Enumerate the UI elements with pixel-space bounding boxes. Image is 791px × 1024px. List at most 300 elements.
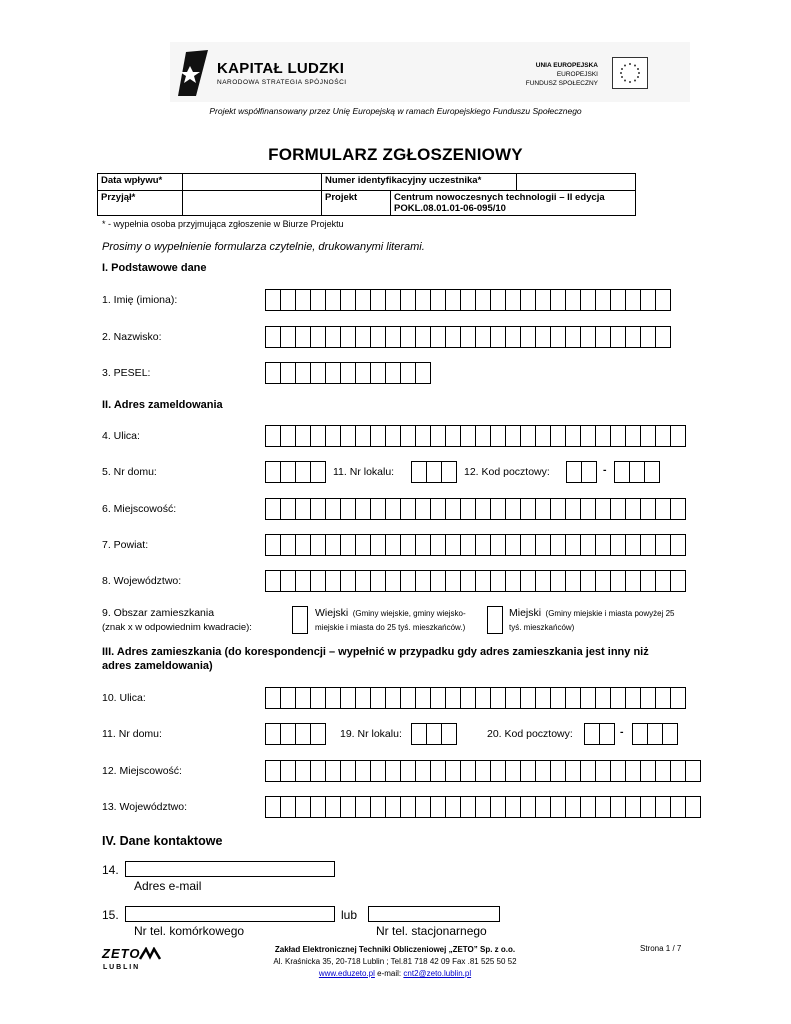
char-cell[interactable]	[641, 570, 656, 592]
char-cell[interactable]	[446, 796, 461, 818]
char-cell[interactable]	[431, 289, 446, 311]
char-cell[interactable]	[551, 289, 566, 311]
char-cell[interactable]	[386, 760, 401, 782]
powiat-input[interactable]	[265, 534, 686, 556]
char-cell[interactable]	[656, 326, 671, 348]
char-cell[interactable]	[431, 760, 446, 782]
char-cell[interactable]	[476, 570, 491, 592]
char-cell[interactable]	[626, 289, 641, 311]
char-cell[interactable]	[506, 687, 521, 709]
char-cell[interactable]	[686, 796, 701, 818]
char-cell[interactable]	[536, 570, 551, 592]
char-cell[interactable]	[341, 289, 356, 311]
char-cell[interactable]	[311, 687, 326, 709]
char-cell[interactable]	[326, 498, 341, 520]
char-cell[interactable]	[521, 498, 536, 520]
char-cell[interactable]	[461, 760, 476, 782]
footer-www-link[interactable]: www.eduzeto.pl	[318, 969, 375, 978]
char-cell[interactable]	[476, 425, 491, 447]
char-cell[interactable]	[266, 760, 281, 782]
char-cell[interactable]	[648, 723, 663, 745]
char-cell[interactable]	[401, 498, 416, 520]
char-cell[interactable]	[386, 425, 401, 447]
char-cell[interactable]	[581, 498, 596, 520]
char-cell[interactable]	[386, 289, 401, 311]
char-cell[interactable]	[326, 796, 341, 818]
char-cell[interactable]	[326, 289, 341, 311]
char-cell[interactable]	[427, 461, 442, 483]
char-cell[interactable]	[266, 723, 281, 745]
char-cell[interactable]	[386, 498, 401, 520]
numer-field[interactable]	[517, 174, 636, 191]
char-cell[interactable]	[476, 326, 491, 348]
char-cell[interactable]	[427, 723, 442, 745]
char-cell[interactable]	[296, 425, 311, 447]
char-cell[interactable]	[281, 570, 296, 592]
char-cell[interactable]	[266, 326, 281, 348]
char-cell[interactable]	[311, 461, 326, 483]
char-cell[interactable]	[356, 687, 371, 709]
char-cell[interactable]	[266, 796, 281, 818]
char-cell[interactable]	[641, 796, 656, 818]
char-cell[interactable]	[626, 570, 641, 592]
char-cell[interactable]	[416, 425, 431, 447]
char-cell[interactable]	[296, 760, 311, 782]
char-cell[interactable]	[611, 534, 626, 556]
char-cell[interactable]	[581, 570, 596, 592]
char-cell[interactable]	[371, 760, 386, 782]
char-cell[interactable]	[491, 289, 506, 311]
wiejski-checkbox[interactable]	[292, 606, 308, 634]
char-cell[interactable]	[536, 498, 551, 520]
miejscowosc2-input[interactable]	[265, 760, 701, 782]
char-cell[interactable]	[311, 498, 326, 520]
kod2-input-part1[interactable]	[584, 723, 615, 745]
char-cell[interactable]	[356, 425, 371, 447]
char-cell[interactable]	[551, 498, 566, 520]
char-cell[interactable]	[356, 570, 371, 592]
char-cell[interactable]	[585, 723, 600, 745]
char-cell[interactable]	[641, 760, 656, 782]
char-cell[interactable]	[671, 570, 686, 592]
char-cell[interactable]	[341, 498, 356, 520]
ulica-input[interactable]	[265, 425, 686, 447]
wojewodztwo2-input[interactable]	[265, 796, 701, 818]
char-cell[interactable]	[371, 425, 386, 447]
char-cell[interactable]	[626, 326, 641, 348]
char-cell[interactable]	[266, 425, 281, 447]
char-cell[interactable]	[461, 289, 476, 311]
char-cell[interactable]	[311, 289, 326, 311]
char-cell[interactable]	[356, 362, 371, 384]
char-cell[interactable]	[506, 796, 521, 818]
char-cell[interactable]	[671, 425, 686, 447]
char-cell[interactable]	[491, 760, 506, 782]
char-cell[interactable]	[431, 326, 446, 348]
nr-lokalu2-input[interactable]	[411, 723, 457, 745]
char-cell[interactable]	[611, 498, 626, 520]
char-cell[interactable]	[326, 570, 341, 592]
char-cell[interactable]	[611, 687, 626, 709]
char-cell[interactable]	[311, 326, 326, 348]
char-cell[interactable]	[491, 534, 506, 556]
char-cell[interactable]	[266, 498, 281, 520]
char-cell[interactable]	[476, 289, 491, 311]
mobile-phone-input[interactable]	[125, 906, 335, 922]
char-cell[interactable]	[581, 796, 596, 818]
char-cell[interactable]	[356, 326, 371, 348]
char-cell[interactable]	[491, 326, 506, 348]
char-cell[interactable]	[581, 760, 596, 782]
char-cell[interactable]	[476, 498, 491, 520]
char-cell[interactable]	[521, 425, 536, 447]
char-cell[interactable]	[626, 760, 641, 782]
char-cell[interactable]	[633, 723, 648, 745]
char-cell[interactable]	[266, 687, 281, 709]
kod-input-part2[interactable]	[614, 461, 660, 483]
char-cell[interactable]	[401, 760, 416, 782]
char-cell[interactable]	[596, 425, 611, 447]
char-cell[interactable]	[536, 796, 551, 818]
char-cell[interactable]	[521, 289, 536, 311]
char-cell[interactable]	[446, 498, 461, 520]
char-cell[interactable]	[431, 796, 446, 818]
char-cell[interactable]	[476, 687, 491, 709]
wojewodztwo-input[interactable]	[265, 570, 686, 592]
char-cell[interactable]	[326, 425, 341, 447]
char-cell[interactable]	[596, 534, 611, 556]
char-cell[interactable]	[626, 534, 641, 556]
char-cell[interactable]	[416, 289, 431, 311]
char-cell[interactable]	[281, 461, 296, 483]
char-cell[interactable]	[356, 760, 371, 782]
char-cell[interactable]	[371, 289, 386, 311]
char-cell[interactable]	[671, 760, 686, 782]
char-cell[interactable]	[626, 687, 641, 709]
char-cell[interactable]	[281, 289, 296, 311]
char-cell[interactable]	[281, 723, 296, 745]
char-cell[interactable]	[401, 326, 416, 348]
char-cell[interactable]	[671, 796, 686, 818]
char-cell[interactable]	[461, 570, 476, 592]
char-cell[interactable]	[656, 796, 671, 818]
char-cell[interactable]	[416, 326, 431, 348]
char-cell[interactable]	[536, 425, 551, 447]
char-cell[interactable]	[566, 570, 581, 592]
char-cell[interactable]	[412, 723, 427, 745]
char-cell[interactable]	[386, 534, 401, 556]
char-cell[interactable]	[401, 687, 416, 709]
char-cell[interactable]	[371, 362, 386, 384]
char-cell[interactable]	[386, 796, 401, 818]
kod-input-part1[interactable]	[566, 461, 597, 483]
char-cell[interactable]	[281, 326, 296, 348]
char-cell[interactable]	[566, 796, 581, 818]
char-cell[interactable]	[671, 687, 686, 709]
char-cell[interactable]	[521, 796, 536, 818]
char-cell[interactable]	[431, 534, 446, 556]
char-cell[interactable]	[461, 498, 476, 520]
char-cell[interactable]	[551, 534, 566, 556]
char-cell[interactable]	[446, 687, 461, 709]
char-cell[interactable]	[551, 425, 566, 447]
char-cell[interactable]	[311, 362, 326, 384]
email-input[interactable]	[125, 861, 335, 877]
char-cell[interactable]	[442, 461, 457, 483]
char-cell[interactable]	[416, 498, 431, 520]
char-cell[interactable]	[551, 570, 566, 592]
char-cell[interactable]	[656, 760, 671, 782]
char-cell[interactable]	[461, 687, 476, 709]
char-cell[interactable]	[491, 796, 506, 818]
char-cell[interactable]	[371, 498, 386, 520]
char-cell[interactable]	[281, 687, 296, 709]
char-cell[interactable]	[566, 687, 581, 709]
char-cell[interactable]	[596, 760, 611, 782]
char-cell[interactable]	[663, 723, 678, 745]
char-cell[interactable]	[311, 570, 326, 592]
char-cell[interactable]	[296, 326, 311, 348]
char-cell[interactable]	[645, 461, 660, 483]
nr-domu2-input[interactable]	[265, 723, 326, 745]
nr-domu-input[interactable]	[265, 461, 326, 483]
footer-email-link[interactable]: cnt2@zeto.lublin.pl	[403, 969, 472, 978]
char-cell[interactable]	[506, 425, 521, 447]
char-cell[interactable]	[521, 326, 536, 348]
char-cell[interactable]	[416, 796, 431, 818]
char-cell[interactable]	[281, 498, 296, 520]
char-cell[interactable]	[446, 570, 461, 592]
char-cell[interactable]	[491, 425, 506, 447]
char-cell[interactable]	[686, 760, 701, 782]
char-cell[interactable]	[596, 289, 611, 311]
char-cell[interactable]	[536, 326, 551, 348]
char-cell[interactable]	[626, 498, 641, 520]
char-cell[interactable]	[341, 326, 356, 348]
char-cell[interactable]	[311, 425, 326, 447]
char-cell[interactable]	[296, 796, 311, 818]
char-cell[interactable]	[311, 760, 326, 782]
char-cell[interactable]	[296, 723, 311, 745]
char-cell[interactable]	[311, 796, 326, 818]
char-cell[interactable]	[596, 570, 611, 592]
char-cell[interactable]	[461, 796, 476, 818]
char-cell[interactable]	[326, 362, 341, 384]
char-cell[interactable]	[656, 498, 671, 520]
char-cell[interactable]	[491, 687, 506, 709]
char-cell[interactable]	[356, 289, 371, 311]
char-cell[interactable]	[356, 796, 371, 818]
char-cell[interactable]	[596, 326, 611, 348]
char-cell[interactable]	[536, 687, 551, 709]
char-cell[interactable]	[461, 534, 476, 556]
char-cell[interactable]	[656, 425, 671, 447]
char-cell[interactable]	[416, 687, 431, 709]
char-cell[interactable]	[506, 289, 521, 311]
char-cell[interactable]	[581, 289, 596, 311]
char-cell[interactable]	[341, 760, 356, 782]
char-cell[interactable]	[581, 425, 596, 447]
char-cell[interactable]	[626, 796, 641, 818]
char-cell[interactable]	[536, 760, 551, 782]
char-cell[interactable]	[296, 534, 311, 556]
char-cell[interactable]	[326, 326, 341, 348]
miejski-checkbox[interactable]	[487, 606, 503, 634]
char-cell[interactable]	[326, 687, 341, 709]
char-cell[interactable]	[615, 461, 630, 483]
char-cell[interactable]	[401, 534, 416, 556]
char-cell[interactable]	[431, 570, 446, 592]
char-cell[interactable]	[582, 461, 597, 483]
char-cell[interactable]	[626, 425, 641, 447]
char-cell[interactable]	[386, 687, 401, 709]
char-cell[interactable]	[476, 796, 491, 818]
char-cell[interactable]	[401, 570, 416, 592]
char-cell[interactable]	[656, 687, 671, 709]
char-cell[interactable]	[506, 498, 521, 520]
char-cell[interactable]	[341, 687, 356, 709]
char-cell[interactable]	[551, 796, 566, 818]
char-cell[interactable]	[521, 570, 536, 592]
char-cell[interactable]	[446, 760, 461, 782]
char-cell[interactable]	[581, 687, 596, 709]
char-cell[interactable]	[461, 326, 476, 348]
char-cell[interactable]	[461, 425, 476, 447]
char-cell[interactable]	[296, 362, 311, 384]
char-cell[interactable]	[371, 796, 386, 818]
char-cell[interactable]	[566, 326, 581, 348]
nr-lokalu-input[interactable]	[411, 461, 457, 483]
char-cell[interactable]	[611, 326, 626, 348]
char-cell[interactable]	[311, 534, 326, 556]
char-cell[interactable]	[412, 461, 427, 483]
char-cell[interactable]	[671, 534, 686, 556]
char-cell[interactable]	[401, 289, 416, 311]
char-cell[interactable]	[506, 326, 521, 348]
char-cell[interactable]	[551, 760, 566, 782]
char-cell[interactable]	[401, 796, 416, 818]
pesel-input[interactable]	[265, 362, 431, 384]
char-cell[interactable]	[266, 534, 281, 556]
char-cell[interactable]	[356, 534, 371, 556]
char-cell[interactable]	[611, 425, 626, 447]
char-cell[interactable]	[296, 461, 311, 483]
char-cell[interactable]	[296, 289, 311, 311]
char-cell[interactable]	[371, 534, 386, 556]
char-cell[interactable]	[671, 498, 686, 520]
char-cell[interactable]	[296, 570, 311, 592]
char-cell[interactable]	[341, 796, 356, 818]
char-cell[interactable]	[506, 570, 521, 592]
char-cell[interactable]	[371, 687, 386, 709]
char-cell[interactable]	[536, 289, 551, 311]
char-cell[interactable]	[266, 362, 281, 384]
char-cell[interactable]	[266, 461, 281, 483]
nazwisko-input[interactable]	[265, 326, 671, 348]
char-cell[interactable]	[566, 534, 581, 556]
char-cell[interactable]	[416, 534, 431, 556]
char-cell[interactable]	[506, 534, 521, 556]
char-cell[interactable]	[341, 570, 356, 592]
char-cell[interactable]	[596, 796, 611, 818]
char-cell[interactable]	[281, 425, 296, 447]
char-cell[interactable]	[551, 687, 566, 709]
char-cell[interactable]	[641, 289, 656, 311]
char-cell[interactable]	[266, 289, 281, 311]
char-cell[interactable]	[581, 326, 596, 348]
miejscowosc-input[interactable]	[265, 498, 686, 520]
char-cell[interactable]	[551, 326, 566, 348]
char-cell[interactable]	[491, 570, 506, 592]
char-cell[interactable]	[596, 498, 611, 520]
char-cell[interactable]	[326, 760, 341, 782]
char-cell[interactable]	[386, 326, 401, 348]
char-cell[interactable]	[600, 723, 615, 745]
char-cell[interactable]	[521, 534, 536, 556]
char-cell[interactable]	[326, 534, 341, 556]
char-cell[interactable]	[641, 326, 656, 348]
char-cell[interactable]	[431, 498, 446, 520]
char-cell[interactable]	[566, 760, 581, 782]
char-cell[interactable]	[431, 425, 446, 447]
char-cell[interactable]	[281, 796, 296, 818]
char-cell[interactable]	[611, 760, 626, 782]
char-cell[interactable]	[656, 570, 671, 592]
char-cell[interactable]	[371, 570, 386, 592]
char-cell[interactable]	[641, 534, 656, 556]
char-cell[interactable]	[401, 362, 416, 384]
char-cell[interactable]	[386, 362, 401, 384]
char-cell[interactable]	[356, 498, 371, 520]
przyjal-field[interactable]	[183, 191, 322, 216]
char-cell[interactable]	[442, 723, 457, 745]
ulica2-input[interactable]	[265, 687, 686, 709]
char-cell[interactable]	[656, 289, 671, 311]
char-cell[interactable]	[611, 796, 626, 818]
char-cell[interactable]	[281, 760, 296, 782]
char-cell[interactable]	[311, 723, 326, 745]
char-cell[interactable]	[491, 498, 506, 520]
char-cell[interactable]	[401, 425, 416, 447]
char-cell[interactable]	[341, 362, 356, 384]
char-cell[interactable]	[641, 498, 656, 520]
char-cell[interactable]	[476, 760, 491, 782]
char-cell[interactable]	[446, 425, 461, 447]
char-cell[interactable]	[266, 570, 281, 592]
char-cell[interactable]	[446, 326, 461, 348]
imie-input[interactable]	[265, 289, 671, 311]
data-wplywu-field[interactable]	[183, 174, 322, 191]
char-cell[interactable]	[281, 534, 296, 556]
char-cell[interactable]	[521, 760, 536, 782]
char-cell[interactable]	[416, 760, 431, 782]
char-cell[interactable]	[581, 534, 596, 556]
char-cell[interactable]	[536, 534, 551, 556]
char-cell[interactable]	[566, 289, 581, 311]
char-cell[interactable]	[446, 289, 461, 311]
char-cell[interactable]	[341, 425, 356, 447]
char-cell[interactable]	[506, 760, 521, 782]
char-cell[interactable]	[567, 461, 582, 483]
char-cell[interactable]	[656, 534, 671, 556]
char-cell[interactable]	[386, 570, 401, 592]
char-cell[interactable]	[341, 534, 356, 556]
char-cell[interactable]	[446, 534, 461, 556]
char-cell[interactable]	[641, 425, 656, 447]
char-cell[interactable]	[281, 362, 296, 384]
char-cell[interactable]	[521, 687, 536, 709]
char-cell[interactable]	[611, 289, 626, 311]
